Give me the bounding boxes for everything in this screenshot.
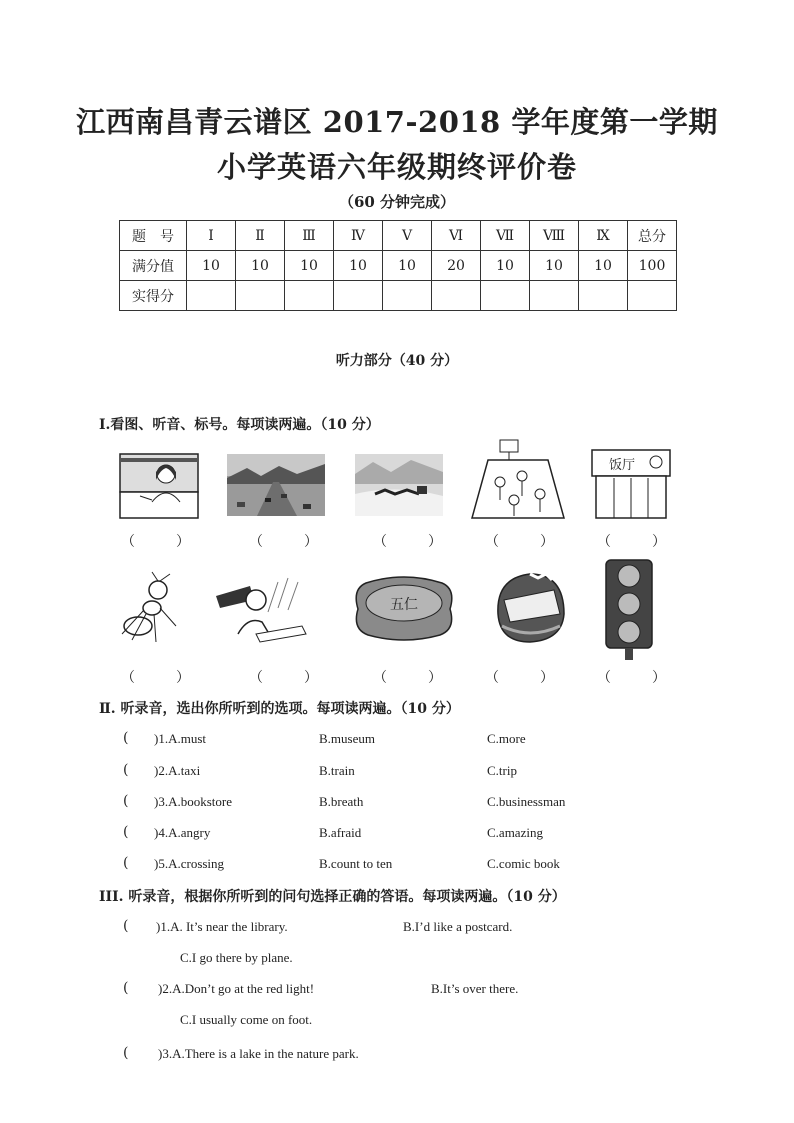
score-cell: 10 xyxy=(334,251,383,281)
row-label: 满分值 xyxy=(120,251,187,281)
row-label: 题 号 xyxy=(120,221,187,251)
score-cell: 10 xyxy=(530,251,579,281)
blank-score-cell[interactable] xyxy=(383,281,432,311)
time-limit: （60 分钟完成） xyxy=(338,193,456,211)
option-a: )5.A.crossing xyxy=(154,856,225,871)
score-cell: 10 xyxy=(187,251,236,281)
blank-score-cell[interactable] xyxy=(285,281,334,311)
option-a: )2.A.taxi xyxy=(154,763,201,778)
highway-traffic-icon xyxy=(227,454,325,516)
blank-score-cell[interactable] xyxy=(236,281,285,311)
option-a: )3.A.There is a lake in the nature park. xyxy=(158,1046,359,1061)
option-c: C.amazing xyxy=(487,825,543,840)
option-c: C.I go there by plane. xyxy=(180,950,293,965)
tv-presenter-icon xyxy=(118,450,200,520)
table-row xyxy=(120,221,677,251)
q3-heading: III. 听录音，根据你所听到的问句选择正确的答语。每项读两遍。（10 分） xyxy=(99,889,566,905)
answer-paren[interactable]: ( xyxy=(123,824,129,840)
row-label: 实得分 xyxy=(120,281,187,311)
restaurant-sign-text: 饭厅 xyxy=(608,458,636,473)
q2-heading: Ⅱ. 听录音，选出你所听到的选项。每项读两遍。（10 分） xyxy=(99,701,460,717)
blank-score-cell[interactable] xyxy=(579,281,628,311)
table-row xyxy=(120,251,677,281)
answer-paren[interactable]: ( xyxy=(123,855,129,871)
blank-score-cell[interactable] xyxy=(530,281,579,311)
blank-score-cell[interactable] xyxy=(334,281,383,311)
student-studying-icon xyxy=(212,572,308,644)
helmet-icon xyxy=(490,570,568,646)
option-c: C.comic book xyxy=(487,856,560,871)
ant-icon xyxy=(116,570,186,644)
answer-paren[interactable]: ( xyxy=(123,793,129,809)
option-b: B.I’d like a postcard. xyxy=(403,919,513,934)
header-cell: Ⅰ xyxy=(187,221,236,251)
option-b: B.count to ten xyxy=(319,856,393,871)
mooncake-icon xyxy=(352,575,456,641)
answer-paren[interactable]: ( xyxy=(123,762,129,778)
option-b: B.It’s over there. xyxy=(431,981,519,996)
blank-score-cell[interactable] xyxy=(187,281,236,311)
restaurant-icon xyxy=(590,448,672,520)
option-c: C.trip xyxy=(487,763,517,778)
blank-score-cell[interactable] xyxy=(432,281,481,311)
exam-subtitle-title: 小学英语六年级期终评价卷 xyxy=(216,150,577,184)
score-cell: 10 xyxy=(481,251,530,281)
option-b: B.train xyxy=(319,763,355,778)
mooncake-text: 五仁 xyxy=(390,597,418,613)
option-c: C.more xyxy=(487,731,526,746)
score-table xyxy=(119,220,677,311)
option-a: )4.A.angry xyxy=(154,825,211,840)
option-c: C.I usually come on foot. xyxy=(180,1012,313,1027)
exam-title: 江西南昌青云谱区 2017-2018 学年度第一学期 xyxy=(76,105,718,139)
answer-paren[interactable]: ( xyxy=(123,1045,129,1061)
traffic-light-icon xyxy=(602,556,656,660)
option-a: )1.A.must xyxy=(154,731,206,746)
header-cell: Ⅶ xyxy=(481,221,530,251)
blank-score-cell[interactable] xyxy=(628,281,677,311)
header-cell: Ⅴ xyxy=(383,221,432,251)
option-c: C.businessman xyxy=(487,794,566,809)
answer-paren[interactable]: ( xyxy=(123,730,129,746)
score-cell: 100 xyxy=(628,251,677,281)
basketball-court-icon xyxy=(470,438,566,520)
score-cell: 20 xyxy=(432,251,481,281)
header-cell: Ⅲ xyxy=(285,221,334,251)
option-a: )2.A.Don’t go at the red light! xyxy=(158,981,315,996)
listening-section-title: 听力部分（40 分） xyxy=(335,353,459,369)
dog-sled-icon xyxy=(355,454,443,516)
header-cell: Ⅷ xyxy=(530,221,579,251)
header-cell: Ⅱ xyxy=(236,221,285,251)
header-cell: 总分 xyxy=(628,221,677,251)
score-cell: 10 xyxy=(579,251,628,281)
header-cell: Ⅸ xyxy=(579,221,628,251)
answer-paren[interactable]: ( xyxy=(123,918,129,934)
score-cell: 10 xyxy=(236,251,285,281)
answer-paren[interactable]: ( xyxy=(123,980,129,996)
q1-heading: Ⅰ.看图、听音、标号。每项读两遍。（10 分） xyxy=(99,417,380,433)
table-row xyxy=(120,281,677,311)
option-a: )1.A. It’s near the library. xyxy=(156,919,288,934)
option-a: )3.A.bookstore xyxy=(154,794,232,809)
option-b: B.breath xyxy=(319,794,364,809)
header-cell: Ⅳ xyxy=(334,221,383,251)
score-cell: 10 xyxy=(285,251,334,281)
option-b: B.afraid xyxy=(319,825,362,840)
blank-score-cell[interactable] xyxy=(481,281,530,311)
score-cell: 10 xyxy=(383,251,432,281)
option-b: B.museum xyxy=(319,731,375,746)
header-cell: Ⅵ xyxy=(432,221,481,251)
